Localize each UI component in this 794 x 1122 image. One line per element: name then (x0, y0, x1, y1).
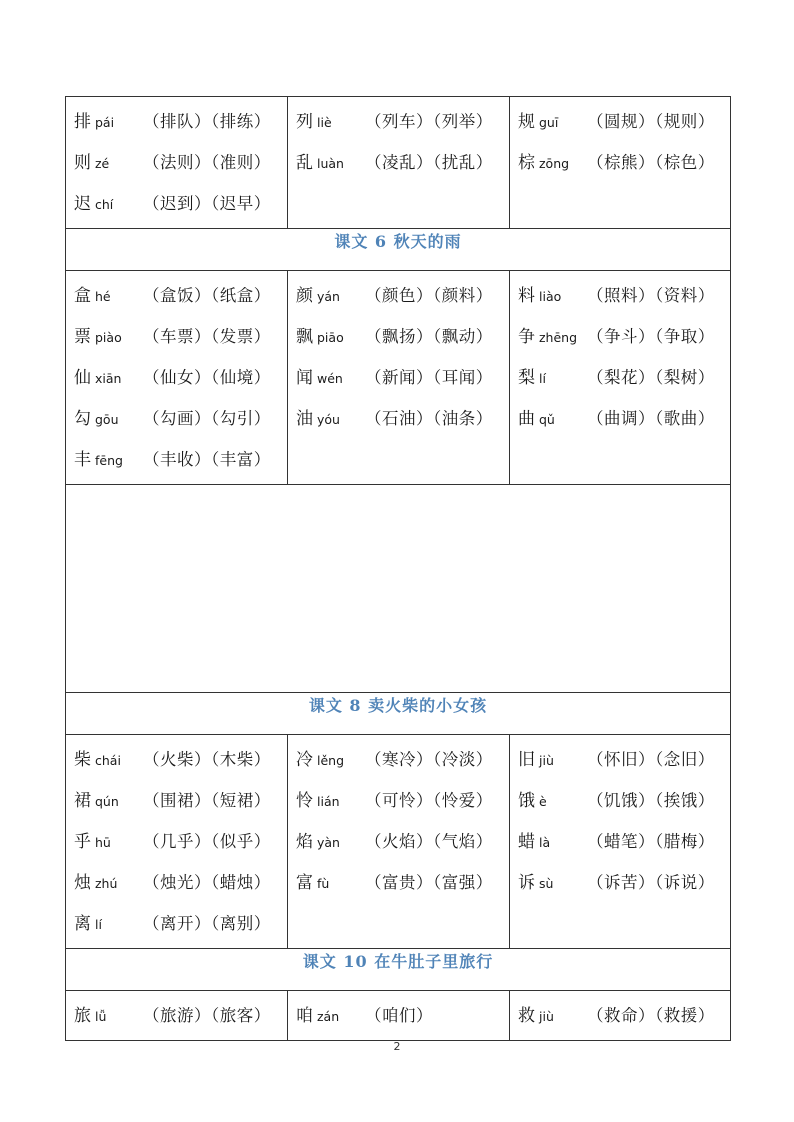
entry-pinyin: chái (95, 753, 121, 768)
vocabulary-entry (296, 357, 509, 398)
entry-character: 旅 (74, 1006, 91, 1026)
entry-words: （火焰）（气焰） (365, 832, 493, 851)
entry-pinyin: yóu (317, 412, 340, 427)
entry-character: 勾 (74, 409, 91, 429)
entry-words: （围裙）（短裙） (143, 791, 271, 810)
vocabulary-entry (296, 821, 509, 862)
entry-words: （棕熊）（棕色） (587, 153, 715, 172)
entry-pinyin: lí (539, 371, 546, 386)
vocabulary-entry (74, 821, 287, 862)
vocabulary-entry (518, 275, 730, 316)
lesson-header-row (66, 949, 731, 991)
vocabulary-row (66, 991, 731, 1041)
vocabulary-entry (518, 357, 730, 398)
vocabulary-cell-content (510, 97, 730, 187)
entry-pinyin: piào (95, 330, 122, 345)
lesson-header-cell (66, 693, 731, 735)
vocabulary-entry (518, 142, 730, 183)
vocabulary-entry (74, 862, 287, 903)
lesson-header-row (66, 693, 731, 735)
entry-character: 怜 (296, 791, 313, 811)
vocabulary-cell-content (510, 991, 730, 1040)
entry-words: （列车）（列举） (365, 112, 493, 131)
entry-character: 列 (296, 112, 313, 132)
entry-character: 棕 (518, 153, 535, 173)
entry-character: 料 (518, 286, 535, 306)
vocabulary-entry (296, 101, 509, 142)
vocabulary-entry (74, 780, 287, 821)
entry-words: （梨花）（梨树） (587, 368, 715, 387)
entry-pinyin: wén (317, 371, 343, 386)
vocabulary-entry (296, 275, 509, 316)
vocabulary-cell (288, 97, 510, 229)
entry-character: 曲 (518, 409, 535, 429)
entry-words: （几乎）（似乎） (143, 832, 271, 851)
entry-pinyin: hū (95, 835, 111, 850)
entry-character: 飘 (296, 327, 313, 347)
vocabulary-entry (296, 862, 509, 903)
entry-words: （石油）（油条） (365, 409, 493, 428)
vocabulary-entry (74, 357, 287, 398)
entry-character: 丰 (74, 450, 91, 470)
entry-words: （富贵）（富强） (365, 873, 493, 892)
vocabulary-cell-content (288, 97, 509, 187)
entry-character: 旧 (518, 750, 535, 770)
vocabulary-cell-content (66, 991, 287, 1040)
vocabulary-entry (74, 101, 287, 142)
vocabulary-entry (296, 316, 509, 357)
entry-words: （凌乱）（扰乱） (365, 153, 493, 172)
vocabulary-cell (510, 991, 731, 1041)
vocabulary-entry (518, 101, 730, 142)
entry-character: 迟 (74, 194, 91, 214)
entry-words: （蜡笔）（腊梅） (587, 832, 715, 851)
entry-pinyin: yán (317, 289, 340, 304)
entry-words: （照料）（资料） (587, 286, 715, 305)
entry-pinyin: chí (95, 197, 114, 212)
entry-character: 票 (74, 327, 91, 347)
entry-pinyin: è (539, 794, 547, 809)
entry-pinyin: lián (317, 794, 340, 809)
entry-pinyin: fù (317, 876, 330, 891)
entry-pinyin: jiù (539, 1009, 554, 1024)
entry-character: 蜡 (518, 832, 535, 852)
entry-words: （丰收）（丰富） (143, 450, 271, 469)
vocabulary-entry (74, 995, 287, 1036)
entry-character: 争 (518, 327, 535, 347)
vocabulary-cell (66, 97, 288, 229)
lesson-header-cell (66, 229, 731, 271)
vocabulary-row (66, 735, 731, 949)
entry-words: （仙女）（仙境） (143, 368, 271, 387)
entry-words: （迟到）（迟早） (143, 194, 271, 213)
entry-pinyin: lǚ (95, 1009, 107, 1024)
vocabulary-cell (66, 735, 288, 949)
entry-pinyin: zé (95, 156, 110, 171)
entry-words: （火柴）（木柴） (143, 750, 271, 769)
entry-character: 烛 (74, 873, 91, 893)
entry-pinyin: liào (539, 289, 562, 304)
entry-character: 诉 (518, 873, 535, 893)
vocabulary-entry (296, 995, 509, 1036)
vocabulary-cell (510, 271, 731, 485)
vocabulary-cell-content (66, 271, 287, 484)
lesson-title: 课文 8 卖火柴的小女孩 (308, 696, 488, 715)
entry-pinyin: gōu (95, 412, 119, 427)
entry-words: （圆规）（规则） (587, 112, 715, 131)
vocabulary-cell (288, 271, 510, 485)
vocabulary-entry (518, 316, 730, 357)
entry-pinyin: zán (317, 1009, 340, 1024)
entry-words: （曲调）（歌曲） (587, 409, 715, 428)
entry-character: 裙 (74, 791, 91, 811)
vocabulary-entry (296, 780, 509, 821)
entry-pinyin: zhú (95, 876, 118, 891)
entry-pinyin: piāo (317, 330, 344, 345)
vocabulary-cell-content (66, 735, 287, 948)
entry-pinyin: luàn (317, 156, 344, 171)
entry-words: （盒饭）（纸盒） (143, 286, 271, 305)
entry-pinyin: hé (95, 289, 111, 304)
vocabulary-entry (518, 739, 730, 780)
entry-pinyin: xiān (95, 371, 122, 386)
vocabulary-row (66, 271, 731, 485)
lesson-title: 课文 6 秋天的雨 (334, 232, 462, 251)
entry-character: 规 (518, 112, 535, 132)
entry-character: 排 (74, 112, 91, 132)
entry-character: 富 (296, 873, 313, 893)
entry-words: （救命）（救援） (587, 1006, 715, 1025)
vocabulary-entry (296, 739, 509, 780)
vocabulary-cell (510, 735, 731, 949)
entry-words: （新闻）（耳闻） (365, 368, 493, 387)
entry-words: （旅游）（旅客） (143, 1006, 271, 1025)
vocabulary-entry (74, 739, 287, 780)
entry-words: （怀旧）（念旧） (587, 750, 715, 769)
vocabulary-entry (518, 780, 730, 821)
blank-row (66, 485, 731, 693)
entry-character: 乎 (74, 832, 91, 852)
entry-words: （飘扬）（飘动） (365, 327, 493, 346)
entry-pinyin: sù (539, 876, 554, 891)
entry-pinyin: qún (95, 794, 119, 809)
entry-words: （争斗）（争取） (587, 327, 715, 346)
vocabulary-cell-content (510, 271, 730, 443)
entry-pinyin: qǔ (539, 412, 555, 427)
vocabulary-entry (74, 275, 287, 316)
entry-pinyin: guī (539, 115, 559, 130)
vocabulary-cell-content (66, 97, 287, 228)
vocabulary-cell (66, 271, 288, 485)
entry-words: （排队）（排练） (143, 112, 271, 131)
entry-pinyin: liè (317, 115, 332, 130)
entry-pinyin: pái (95, 115, 115, 130)
entry-pinyin: zhēng (539, 330, 578, 345)
vocabulary-entry (296, 142, 509, 183)
entry-character: 咱 (296, 1006, 313, 1026)
entry-pinyin: lí (95, 917, 102, 932)
entry-pinyin: lěng (317, 753, 345, 768)
lesson-header-row (66, 229, 731, 271)
entry-pinyin: zōng (539, 156, 570, 171)
entry-character: 饿 (518, 791, 535, 811)
entry-character: 救 (518, 1006, 535, 1026)
vocabulary-cell (66, 991, 288, 1041)
entry-words: （寒冷）（冷淡） (365, 750, 493, 769)
entry-character: 盒 (74, 286, 91, 306)
entry-pinyin: là (539, 835, 551, 850)
entry-character: 仙 (74, 368, 91, 388)
vocabulary-sheet (65, 96, 729, 1041)
vocabulary-entry (518, 398, 730, 439)
entry-words: （诉苦）（诉说） (587, 873, 715, 892)
entry-words: （饥饿）（挨饿） (587, 791, 715, 810)
vocabulary-row (66, 97, 731, 229)
entry-words: （法则）（准则） (143, 153, 271, 172)
vocabulary-cell-content (510, 735, 730, 907)
vocabulary-entry (74, 903, 287, 944)
lesson-title: 课文 10 在牛肚子里旅行 (302, 952, 494, 971)
page-number: 2 (393, 1040, 401, 1053)
vocabulary-entry (518, 862, 730, 903)
vocabulary-entry (74, 183, 287, 224)
entry-words: （离开）（离别） (143, 914, 271, 933)
vocabulary-cell (288, 735, 510, 949)
entry-words: （烛光）（蜡烛） (143, 873, 271, 892)
lesson-header-cell (66, 949, 731, 991)
entry-character: 则 (74, 153, 91, 173)
entry-character: 柴 (74, 750, 91, 770)
vocabulary-entry (74, 398, 287, 439)
entry-character: 油 (296, 409, 313, 429)
entry-character: 乱 (296, 153, 313, 173)
vocabulary-entry (74, 142, 287, 183)
entry-words: （咱们） (365, 1006, 433, 1025)
vocabulary-cell (510, 97, 731, 229)
entry-pinyin: jiù (539, 753, 554, 768)
entry-pinyin: yàn (317, 835, 340, 850)
vocabulary-entry (74, 316, 287, 357)
entry-pinyin: fēng (95, 453, 123, 468)
entry-character: 焰 (296, 832, 313, 852)
vocabulary-cell (288, 991, 510, 1041)
vocabulary-entry (296, 398, 509, 439)
entry-words: （车票）（发票） (143, 327, 271, 346)
vocabulary-cell-content (288, 271, 509, 443)
vocabulary-table (65, 96, 731, 1041)
vocabulary-entry (74, 439, 287, 480)
entry-character: 闻 (296, 368, 313, 388)
entry-words: （可怜）（怜爱） (365, 791, 493, 810)
entry-character: 梨 (518, 368, 535, 388)
vocabulary-entry (518, 821, 730, 862)
vocabulary-entry (518, 995, 730, 1036)
entry-character: 颜 (296, 286, 313, 306)
blank-cell (66, 485, 731, 693)
vocabulary-cell-content (288, 991, 509, 1040)
entry-character: 冷 (296, 750, 313, 770)
entry-character: 离 (74, 914, 91, 934)
vocabulary-cell-content (288, 735, 509, 907)
entry-words: （勾画）（勾引） (143, 409, 271, 428)
entry-words: （颜色）（颜料） (365, 286, 493, 305)
